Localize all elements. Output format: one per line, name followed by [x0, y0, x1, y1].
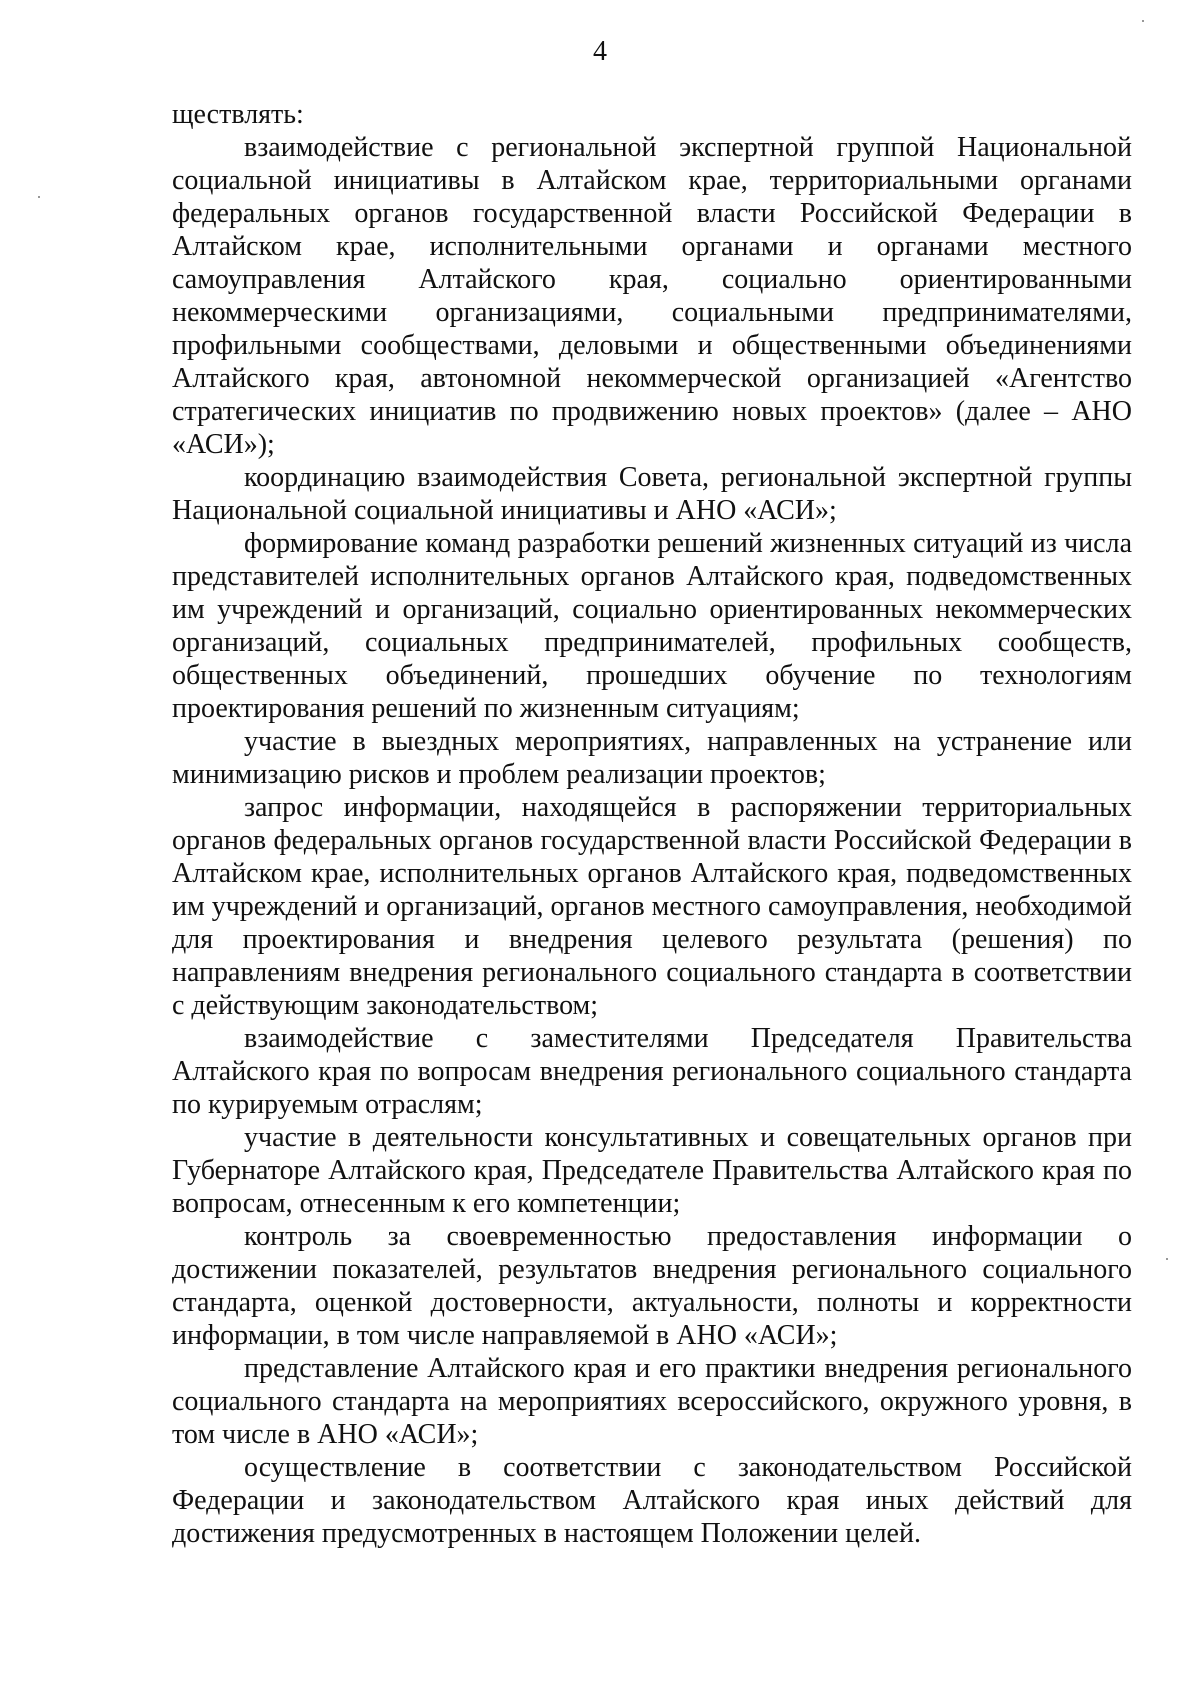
paragraph: запрос информации, находящейся в распоряжении территориальных органов федеральных органов государственной власти Российской Федерации в Алтайском крае, исполнительных органов Алтайского края, подведомственных им учреждений и организаций, органов местного самоуправления, необходимой для проектирования и внедрения целевого результата (решения) по направлениям внедрения регионального социального стандарта в соответствии с действующим законодательством; [172, 792, 1132, 1021]
paragraph: представление Алтайского края и его практики внедрения регионального социального стандарта на мероприятиях всероссийского, окружного уровня, в том числе в АНО «АСИ»; [172, 1353, 1132, 1450]
paragraph: участие в деятельности консультативных и совещательных органов при Губернаторе Алтайского края, Председателе Правительства Алтайского края по вопросам, отнесенным к его компетенции; [172, 1122, 1132, 1219]
paragraph: осуществление в соответствии с законодательством Российской Федерации и законодательством Алтайского края иных действий для достижения предусмотренных в настоящем Положении целей. [172, 1452, 1132, 1549]
paragraph: формирование команд разработки решений жизненных ситуаций из числа представителей исполнительных органов Алтайского края, подведомственных им учреждений и организаций, социально ориентированных некоммерческих организаций, социальных предпринимателей, профильных сообществ, общественных объединений, прошедших обучение по технологиям проектирования решений по жизненным ситуациям; [172, 528, 1132, 724]
scan-speck [1142, 20, 1144, 22]
paragraph: взаимодействие с заместителями Председателя Правительства Алтайского края по вопросам внедрения регионального социального стандарта по курируемым отраслям; [172, 1023, 1132, 1120]
scan-speck [1166, 1258, 1168, 1260]
page-number: 4 [593, 36, 607, 67]
paragraph: координацию взаимодействия Совета, региональной экспертной группы Национальной социальной инициативы и АНО «АСИ»; [172, 462, 1132, 526]
paragraph: контроль за своевременностью предоставления информации о достижении показателей, результатов внедрения регионального социального стандарта, оценкой достоверности, актуальности, полноты и корректности информации, в том числе направляемой в АНО «АСИ»; [172, 1221, 1132, 1351]
scan-speck [38, 196, 40, 198]
paragraph: взаимодействие с региональной экспертной группой Национальной социальной инициативы в Алтайском крае, территориальными органами федеральных органов государственной власти Российской Федерации в Алтайском крае, исполнительными органами и органами местного самоуправления Алтайского края, социально ориентированными некоммерческими организациями, социальными предпринимателями, профильными сообществами, деловыми и общественными объединениями Алтайского края, автономной некоммерческой организацией «Агентство стратегических инициатив по продвижению новых проектов» (далее – АНО «АСИ»); [172, 132, 1132, 460]
paragraph: ществлять: [172, 99, 304, 130]
document-body [172, 98, 1132, 1550]
paragraph: участие в выездных мероприятиях, направленных на устранение или минимизацию рисков и проблем реализации проектов; [172, 726, 1132, 790]
